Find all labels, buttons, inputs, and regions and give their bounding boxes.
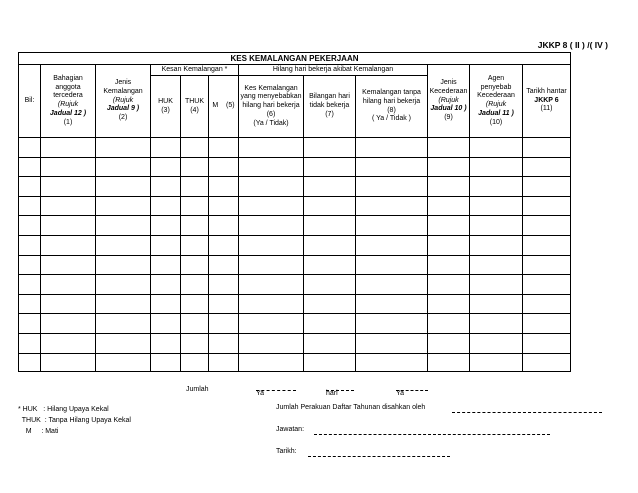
table-cell[interactable] [151, 294, 181, 314]
table-cell[interactable] [96, 353, 151, 371]
table-cell[interactable] [523, 177, 571, 197]
table-cell[interactable] [151, 353, 181, 371]
table-row [19, 333, 571, 353]
table-cell[interactable] [181, 177, 209, 197]
table-cell[interactable] [470, 235, 523, 255]
table-cell[interactable] [96, 235, 151, 255]
table-cell[interactable] [96, 255, 151, 275]
table-cell[interactable] [41, 333, 96, 353]
table-cell[interactable] [151, 138, 181, 158]
table-cell[interactable] [239, 138, 304, 158]
table-cell[interactable] [470, 196, 523, 216]
table-cell[interactable] [428, 157, 470, 177]
table-title: KES KEMALANGAN PEKERJAAN [19, 53, 571, 65]
table-cell[interactable] [209, 333, 239, 353]
table-cell[interactable] [428, 353, 470, 371]
table-cell[interactable] [19, 196, 41, 216]
table-cell[interactable] [19, 177, 41, 197]
table-cell[interactable] [209, 275, 239, 295]
table-cell[interactable] [523, 255, 571, 275]
accident-table [18, 52, 571, 372]
table-cell[interactable] [239, 275, 304, 295]
table-cell[interactable] [151, 314, 181, 334]
table-cell[interactable] [96, 275, 151, 295]
table-row [19, 157, 571, 177]
table-cell[interactable] [41, 177, 96, 197]
table-cell[interactable] [41, 353, 96, 371]
table-cell[interactable] [239, 196, 304, 216]
table-cell[interactable] [428, 255, 470, 275]
table-cell[interactable] [41, 196, 96, 216]
table-cell[interactable] [209, 177, 239, 197]
table-cell[interactable] [470, 294, 523, 314]
table-cell[interactable] [41, 255, 96, 275]
col-m: M (5) [209, 76, 239, 138]
table-cell[interactable] [181, 275, 209, 295]
table-cell[interactable] [523, 353, 571, 371]
table-cell[interactable] [470, 216, 523, 236]
table-cell[interactable] [428, 216, 470, 236]
table-cell[interactable] [151, 196, 181, 216]
table-cell[interactable] [304, 314, 356, 334]
table-cell[interactable] [209, 353, 239, 371]
table-cell[interactable] [523, 138, 571, 158]
table-cell[interactable] [41, 235, 96, 255]
table-cell[interactable] [428, 177, 470, 197]
kesan-header: Kesan Kemalangan * [151, 65, 239, 76]
table-row [19, 255, 571, 275]
table-cell[interactable] [356, 275, 428, 295]
table-cell[interactable] [96, 333, 151, 353]
table-cell[interactable] [41, 294, 96, 314]
table-cell[interactable] [470, 353, 523, 371]
table-cell[interactable] [151, 157, 181, 177]
jawatan-field[interactable] [314, 434, 550, 435]
table-row [19, 138, 571, 158]
table-cell[interactable] [304, 294, 356, 314]
col-huk: HUK (3) [151, 76, 181, 138]
table-cell[interactable] [151, 235, 181, 255]
table-cell[interactable] [181, 333, 209, 353]
legend [18, 404, 131, 437]
table-cell[interactable] [96, 157, 151, 177]
legend-m: M : Mati [18, 428, 59, 435]
table-cell[interactable] [181, 314, 209, 334]
table-cell[interactable] [96, 314, 151, 334]
table-cell[interactable] [209, 216, 239, 236]
table-cell[interactable] [356, 294, 428, 314]
table-cell[interactable] [41, 314, 96, 334]
table-cell[interactable] [19, 353, 41, 371]
table-cell[interactable] [304, 138, 356, 158]
table-cell[interactable] [181, 138, 209, 158]
hilang-header: Hilang hari bekerja akibat Kemalangan [239, 65, 428, 76]
table-cell[interactable] [523, 333, 571, 353]
table-cell[interactable] [356, 216, 428, 236]
table-cell[interactable] [470, 157, 523, 177]
table-row [19, 216, 571, 236]
table-cell[interactable] [428, 275, 470, 295]
table-cell[interactable] [428, 333, 470, 353]
table-cell[interactable] [356, 138, 428, 158]
legend-thuk: THUK : Tanpa Hilang Upaya Kekal [18, 417, 131, 424]
table-cell[interactable] [96, 196, 151, 216]
table-cell[interactable] [209, 138, 239, 158]
col-agen: Agen penyebab Kecederaan (Rujuk Jadual 11 ) (10) [470, 65, 523, 138]
table-cell[interactable] [41, 216, 96, 236]
table-cell[interactable] [356, 255, 428, 275]
table-cell[interactable] [209, 235, 239, 255]
table-cell[interactable] [96, 216, 151, 236]
table-cell[interactable] [181, 157, 209, 177]
col-kes: Kes Kemalangan yang menyebabkan hilang hari bekerja (6) (Ya / Tidak) [239, 76, 304, 138]
table-cell[interactable] [19, 216, 41, 236]
table-cell[interactable] [19, 275, 41, 295]
table-cell[interactable] [428, 235, 470, 255]
table-cell[interactable] [356, 196, 428, 216]
table-cell[interactable] [209, 196, 239, 216]
table-cell[interactable] [470, 255, 523, 275]
col-bil: Bil: [19, 65, 41, 138]
table-cell[interactable] [41, 138, 96, 158]
table-cell[interactable] [428, 314, 470, 334]
table-cell[interactable] [304, 255, 356, 275]
table-cell[interactable] [209, 157, 239, 177]
table-cell[interactable] [304, 196, 356, 216]
table-cell[interactable] [19, 138, 41, 158]
tarikh-field[interactable] [308, 456, 450, 457]
table-cell[interactable] [96, 177, 151, 197]
table-cell[interactable] [239, 216, 304, 236]
col-tarikh-hantar: Tarikh hantar JKKP 6 (11) [523, 65, 571, 138]
table-cell[interactable] [304, 177, 356, 197]
table-cell[interactable] [304, 157, 356, 177]
table-cell[interactable] [181, 196, 209, 216]
table-cell[interactable] [239, 333, 304, 353]
table-cell[interactable] [523, 196, 571, 216]
jumlah-label: Jumlah [186, 386, 209, 393]
table-cell[interactable] [181, 216, 209, 236]
table-cell[interactable] [19, 294, 41, 314]
table-cell[interactable] [304, 216, 356, 236]
col-bilangan: Bilangan hari tidak bekerja (7) [304, 76, 356, 138]
table-cell[interactable] [304, 353, 356, 371]
table-cell[interactable] [239, 353, 304, 371]
table-cell[interactable] [239, 235, 304, 255]
table-cell[interactable] [356, 333, 428, 353]
table-cell[interactable] [470, 275, 523, 295]
table-row [19, 196, 571, 216]
table-cell[interactable] [523, 216, 571, 236]
perakuan-field[interactable] [452, 412, 602, 413]
table-cell[interactable] [428, 294, 470, 314]
table-cell[interactable] [209, 294, 239, 314]
table-cell[interactable] [181, 294, 209, 314]
col-jenis-kemalangan: Jenis Kemalangan (Rujuk Jadual 9 ) (2) [96, 65, 151, 138]
table-cell[interactable] [523, 314, 571, 334]
summary-row: Jumlah Ya hari Ya [148, 382, 453, 398]
table-row [19, 353, 571, 371]
table-cell[interactable] [523, 294, 571, 314]
table-cell[interactable] [19, 157, 41, 177]
perakuan-label: Jumlah Perakuan Daftar Tahunan disahkan oleh [276, 404, 426, 411]
table-cell[interactable] [181, 255, 209, 275]
table-cell[interactable] [523, 235, 571, 255]
col-tanpa: Kemalangan tanpa hilang hari bekerja (8) ( Ya / Tidak ) [356, 76, 428, 138]
table-row [19, 235, 571, 255]
form-code: JKKP 8 ( II ) /( IV ) [537, 40, 608, 50]
table-row [19, 275, 571, 295]
jawatan-label: Jawatan: [276, 426, 305, 433]
table-cell[interactable] [41, 157, 96, 177]
table-cell[interactable] [19, 255, 41, 275]
legend-huk: * HUK : Hilang Upaya Kekal [18, 406, 109, 413]
table-cell[interactable] [19, 235, 41, 255]
tarikh-label: Tarikh: [276, 448, 297, 455]
col-bahagian: Bahagian anggota tercedera (Rujuk Jadual 12 ) (1) [41, 65, 96, 138]
table-cell[interactable] [428, 138, 470, 158]
table-cell[interactable] [239, 314, 304, 334]
table-cell[interactable] [356, 353, 428, 371]
table-cell[interactable] [19, 333, 41, 353]
table-cell[interactable] [356, 235, 428, 255]
table-cell[interactable] [151, 333, 181, 353]
table-cell[interactable] [151, 275, 181, 295]
table-cell[interactable] [523, 275, 571, 295]
table-cell[interactable] [181, 235, 209, 255]
table-cell[interactable] [181, 353, 209, 371]
table-cell[interactable] [151, 177, 181, 197]
table-cell[interactable] [304, 235, 356, 255]
table-cell[interactable] [239, 255, 304, 275]
table-cell[interactable] [19, 314, 41, 334]
table-row [19, 294, 571, 314]
table-cell[interactable] [470, 177, 523, 197]
table-cell[interactable] [356, 177, 428, 197]
table-row [19, 314, 571, 334]
table-cell[interactable] [304, 275, 356, 295]
table-cell[interactable] [356, 314, 428, 334]
table-cell[interactable] [428, 196, 470, 216]
table-cell[interactable] [239, 157, 304, 177]
table-cell[interactable] [239, 177, 304, 197]
table-cell[interactable] [470, 333, 523, 353]
table-cell[interactable] [470, 138, 523, 158]
table-cell[interactable] [209, 255, 239, 275]
table-cell[interactable] [96, 294, 151, 314]
table-cell[interactable] [304, 333, 356, 353]
table-cell[interactable] [96, 138, 151, 158]
table-row [19, 177, 571, 197]
table-cell[interactable] [151, 255, 181, 275]
col-jenis-kecederaan: Jenis Kecederaan (Rujuk Jadual 10 ) (9) [428, 65, 470, 138]
table-cell[interactable] [151, 216, 181, 236]
col-thuk: THUK (4) [181, 76, 209, 138]
table-cell[interactable] [523, 157, 571, 177]
table-cell[interactable] [239, 294, 304, 314]
signature-block [276, 404, 616, 470]
table-cell[interactable] [41, 275, 96, 295]
table-cell[interactable] [356, 157, 428, 177]
table-cell[interactable] [209, 314, 239, 334]
table-cell[interactable] [470, 314, 523, 334]
